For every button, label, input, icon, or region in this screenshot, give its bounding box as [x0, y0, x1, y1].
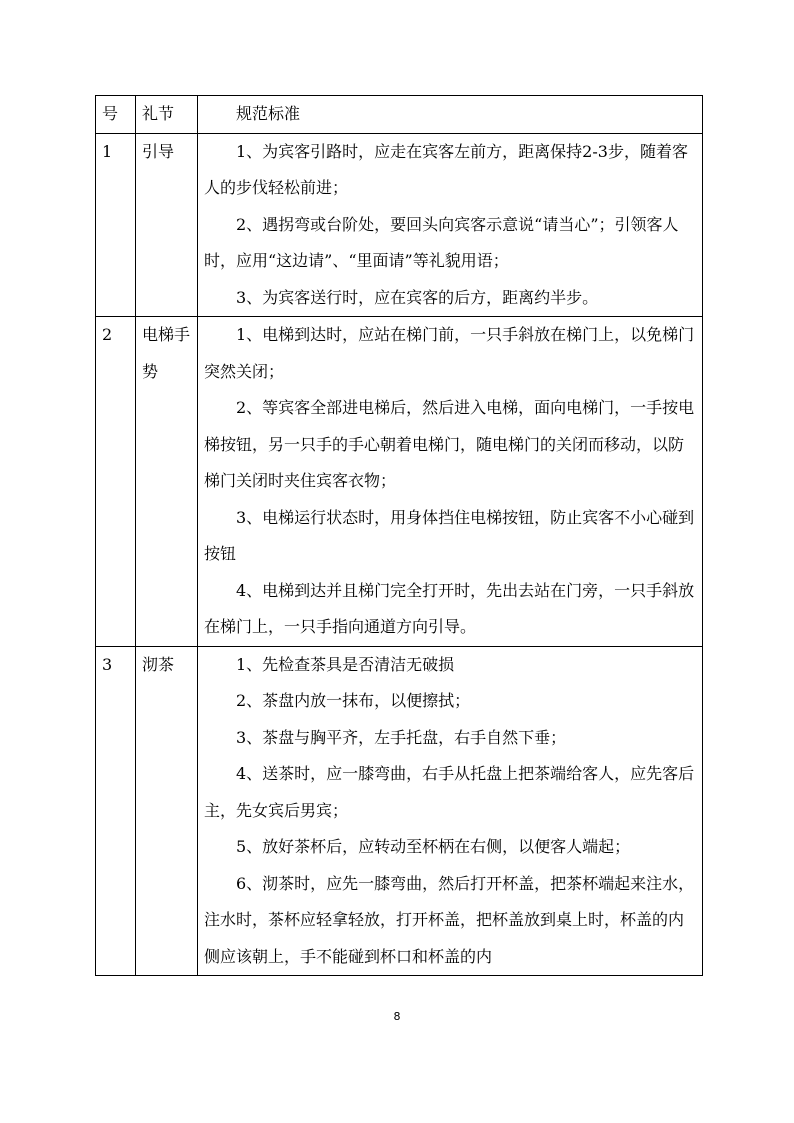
table-header-row [96, 96, 703, 134]
table-row-elevator [96, 317, 703, 647]
row-etiquette-name: 引导 [136, 133, 198, 317]
standard-paragraph: 3、电梯运行状态时，用身体挡住电梯按钮，防止宾客不小心碰到按钮 [204, 507, 695, 563]
header-etiquette: 礼节 [136, 96, 198, 134]
table-row-tea [96, 646, 703, 976]
standard-paragraph: 4、电梯到达并且梯门完全打开时，先出去站在门旁，一只手斜放在梯门上，一只手指向通道方向引导。 [204, 580, 695, 636]
row-standard [198, 646, 703, 976]
standard-paragraph: 2、遇拐弯或台阶处，要回头向宾客示意说“请当心”；引领客人时，应用“这边请”、“里面请”等礼貌用语； [204, 214, 679, 270]
header-standard [198, 96, 703, 134]
row-standard [198, 317, 703, 647]
etiquette-standards-table [95, 95, 703, 976]
standard-paragraph: 6、沏茶时，应先一膝弯曲，然后打开杯盖，把茶杯端起来注水，注水时，茶杯应轻拿轻放，打开杯盖，把杯盖放到桌上时，杯盖的内侧应该朝上，手不能碰到杯口和杯盖的内 [204, 873, 695, 966]
row-number: 1 [96, 133, 136, 317]
page-number: 8 [393, 1010, 401, 1023]
standard-paragraph: 3、茶盘与胸平齐，左手托盘，右手自然下垂； [236, 727, 567, 747]
standard-paragraph: 3、为宾客送行时，应在宾客的后方，距离约半步。 [236, 287, 599, 307]
row-etiquette-name: 电梯手势 [136, 317, 198, 647]
row-number: 2 [96, 317, 136, 647]
standard-paragraph: 5、放好茶杯后，应转动至杯柄在右侧，以便客人端起； [236, 837, 631, 856]
standard-paragraph: 1、为宾客引路时，应走在宾客左前方，距离保持2-3步，随着客人的步伐轻松前进； [204, 141, 688, 197]
header-number: 号 [96, 96, 136, 134]
standard-paragraph: 2、等宾客全部进电梯后，然后进入电梯，面向电梯门，一手按电梯按钮，另一只手的手心朝着电梯门，随电梯门的关闭而移动，以防梯门关闭时夹住宾客衣物； [204, 398, 695, 490]
standard-paragraph: 2、茶盘内放一抹布，以便擦拭； [236, 691, 471, 710]
row-standard [198, 133, 703, 317]
standard-paragraph: 1、先检查茶具是否清洁无破损 [236, 654, 455, 674]
row-number: 3 [96, 646, 136, 976]
table-row-guiding [96, 133, 703, 317]
standard-paragraph: 1、电梯到达时，应站在梯门前，一只手斜放在梯门上，以免梯门突然关闭； [204, 325, 695, 381]
standard-paragraph: 4、送茶时，应一膝弯曲，右手从托盘上把茶端给客人，应先客后主，先女宾后男宾； [204, 764, 695, 820]
header-standard-text: 规范标准 [236, 104, 301, 123]
row-etiquette-name: 沏茶 [136, 646, 198, 976]
